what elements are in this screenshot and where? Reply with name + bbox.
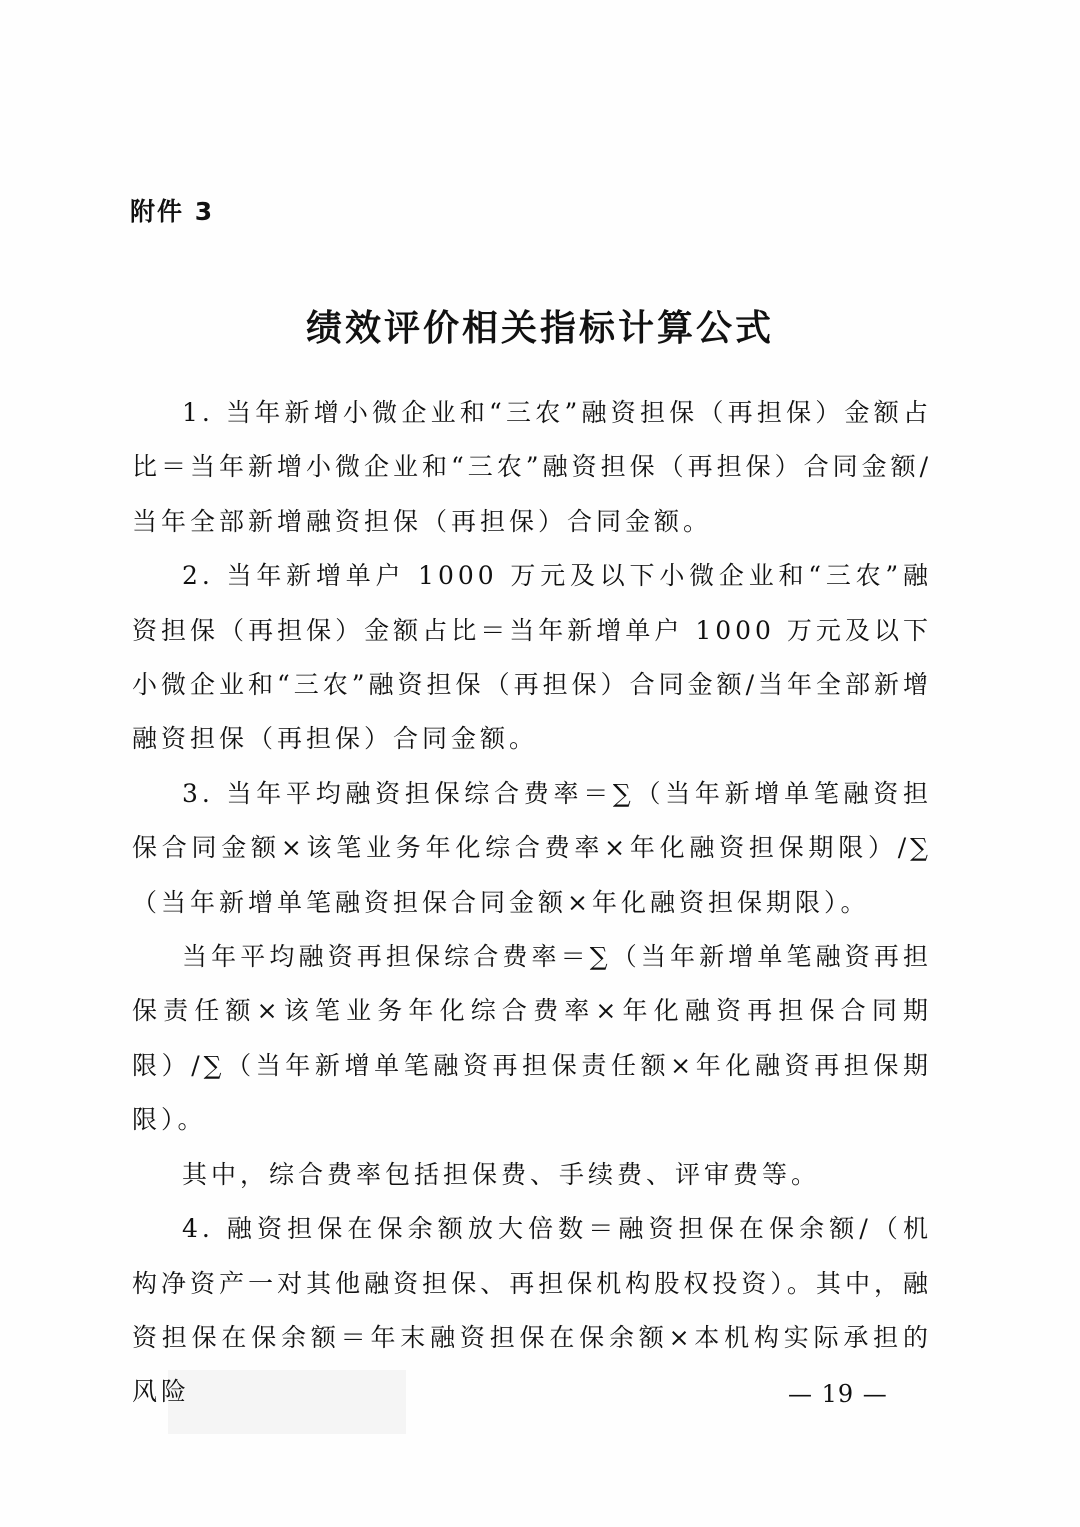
page-title: 绩效评价相关指标计算公式 (305, 308, 774, 349)
paragraph-4: 4. 融资担保在保余额放大倍数＝融资担保在保余额/（机构净资产一对其他融资担保、再担保机构股权投资）。其中，融资担保在保余额＝年末融资担保在保余额×本机构实际承担的风险 (132, 1214, 932, 1407)
paragraph-3b: 当年平均融资再担保综合费率＝∑（当年新增单笔融资再担保责任额×该笔业务年化综合费率×年化融资再担保合同期限）/∑（当年新增单笔融资再担保责任额×年化融资再担保期限）。 (132, 942, 932, 1135)
page-number: — 19 — (788, 1380, 888, 1408)
document-body (132, 386, 932, 1420)
paragraph-2: 2. 当年新增单户 1000 万元及以下小微企业和“三农”融资担保（再担保）金额占比＝当年新增单户 1000 万元及以下小微企业和“三农”融资担保（再担保）合同金额/当年全部新增融资担保（再担保）合同金额。 (132, 561, 932, 754)
paragraph-1: 1. 当年新增小微企业和“三农”融资担保（再担保）金额占比＝当年新增小微企业和“三农”融资担保（再担保）合同金额/当年全部新增融资担保（再担保）合同金额。 (132, 398, 932, 536)
paragraph-3: 3. 当年平均融资担保综合费率＝∑（当年新增单笔融资担保合同金额×该笔业务年化综合费率×年化融资担保期限）/∑（当年新增单笔融资担保合同金额×年化融资担保期限）。 (132, 778, 932, 917)
attachment-label: 附件 3 (130, 197, 215, 226)
paragraph-3c: 其中，综合费率包括担保费、手续费、评审费等。 (182, 1159, 821, 1189)
